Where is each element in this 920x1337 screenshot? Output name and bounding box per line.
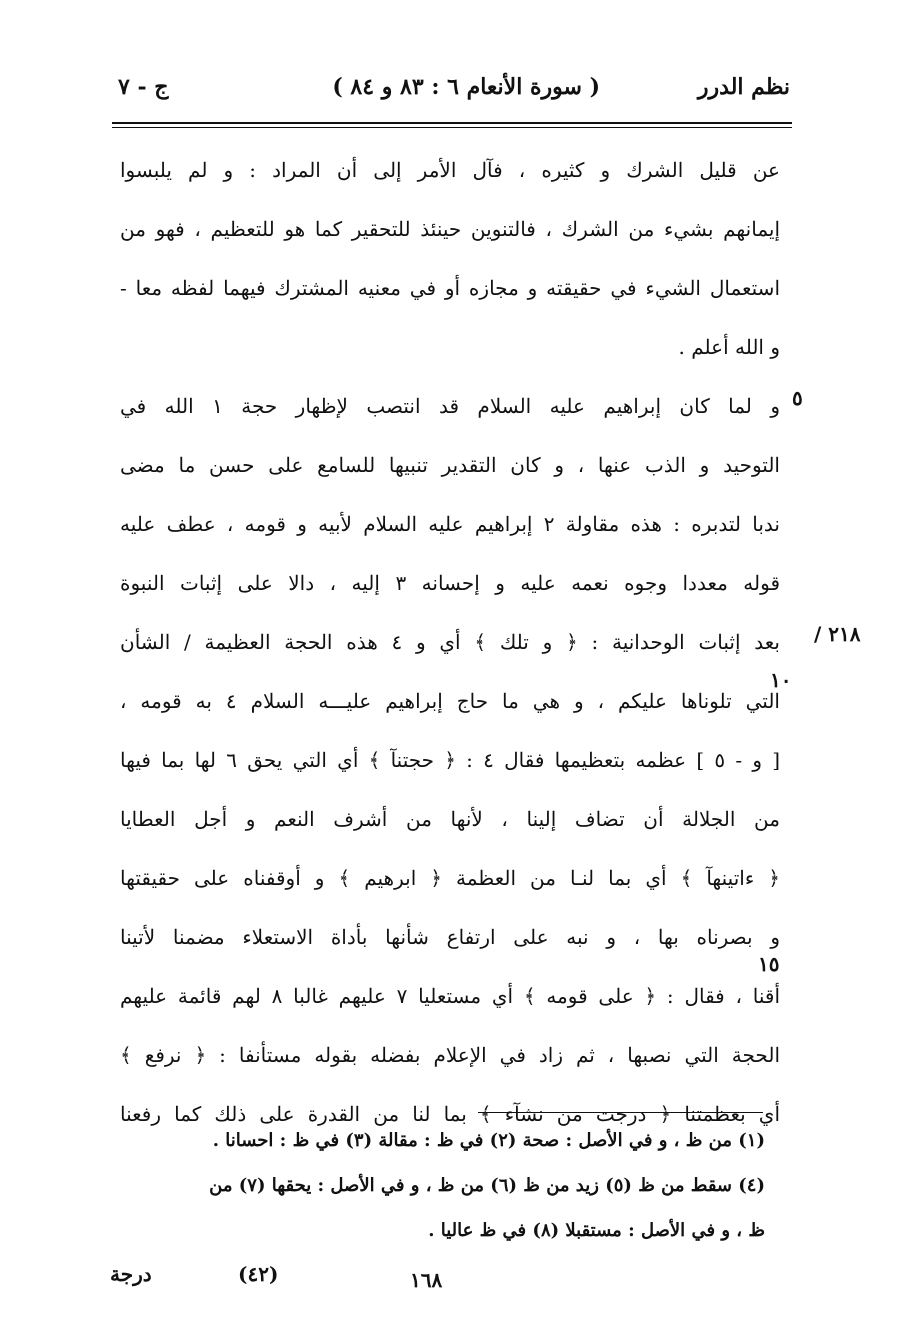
header-part-number: ج - ٧ [118,74,169,100]
text-line: و الله أعلم . [678,335,780,359]
text-line: قوله معددا وجوه نعمه عليه و إحسانه ٣ إليه ، دالا على إثبات النبوة [120,571,780,595]
text-line: [ و - ٥ ] عظمه بتعظيمها فقال ٤ : ﴿ حجتنآ ﴾ أي التي يحق ٦ لها بما فيها [120,748,780,772]
line-number-5: ٥ [792,386,803,410]
text-line: و بصرناه بها ، و نبه على ارتفاع شأنها بأداة الاستعلاء مضمنا لأتينا [120,925,780,949]
main-text [120,148,780,1151]
footnote-line: (٤) سقط من ظ (٥) زيد من ظ (٦) من ظ ، و في الأصل : يحقها (٧) من [209,1175,765,1196]
text-line: استعمال الشيء في حقيقته و مجازه أو في معنيه المشترك فيهما لفظه معا - [120,276,780,300]
catchword: درجة [110,1262,152,1286]
header-book-title: نظم الدرر [697,74,790,100]
text-line: ندبا لتدبره : هذه مقاولة ٢ إبراهيم عليه السلام لأبيه و قومه ، عطف عليه [120,512,780,536]
line-number-15: ١٥ [758,952,780,976]
text-line: من الجلالة أن تضاف إلينا ، لأنها من أشرف النعم و أجل العطايا [120,807,780,831]
footnotes [100,1124,765,1259]
header-surah-reference: ( سورة الأنعام ٦ : ٨٣ و ٨٤ ) [332,74,600,100]
footnote-line: ظ ، و في الأصل : مستقبلا (٨) في ظ عاليا . [428,1220,765,1241]
footnote-line: (١) من ظ ، و في الأصل : صحة (٢) في ظ : مقالة (٣) في ظ : احسانا . [212,1130,765,1151]
text-line: عن قليل الشرك و كثيره ، فآل الأمر إلى أن المراد : و لم يلبسوا [120,158,780,182]
running-header [110,74,790,114]
page-footer [100,1262,800,1302]
text-line: أي بعظمتنا ﴿ درجت من نشآء ﴾ بما لنا من القدرة على ذلك كما رفعنا [120,1102,780,1126]
text-line: و لما كان إبراهيم عليه السلام قد انتصب لإظهار حجة ١ الله في [120,394,780,418]
page-number: ١٦٨ [410,1268,443,1292]
text-line: ﴿ ءاتينهآ ﴾ أي بما لنـا من العظمة ﴿ ابرهيم ﴾ و أوقفناه على حقيقتها [120,866,780,890]
text-line: أقنا ، فقال : ﴿ على قومه ﴾ أي مستعليا ٧ عليهم غالبا ٨ لهم قائمة عليهم [120,984,780,1008]
text-line: إيمانهم بشيء من الشرك ، فالتنوين حينئذ للتحقير كما هو للتعظيم ، فهو من [120,217,780,241]
header-rule [112,122,792,124]
text-line: بعد إثبات الوحدانية : ﴿ و تلك ﴾ أي و ٤ هذه الحجة العظيمة / الشأن [120,630,780,654]
header-rule-thin [112,127,792,128]
footnote-rule [478,1112,763,1113]
line-number-10: ١٠ [770,668,792,692]
signature-mark: (٤٢) [238,1262,279,1286]
folio-marker: ٢١٨ / [814,622,861,646]
text-line: الحجة التي نصبها ، ثم زاد في الإعلام بفضله بقوله مستأنفا : ﴿ نرفع ﴾ [120,1043,780,1067]
text-line: التوحيد و الذب عنها ، و كان التقدير تنبيها للسامع على حسن ما مضى [120,453,780,477]
text-line: التي تلوناها عليكم ، و هي ما حاج إبراهيم عليـــه السلام ٤ به قومه ، [120,689,780,713]
